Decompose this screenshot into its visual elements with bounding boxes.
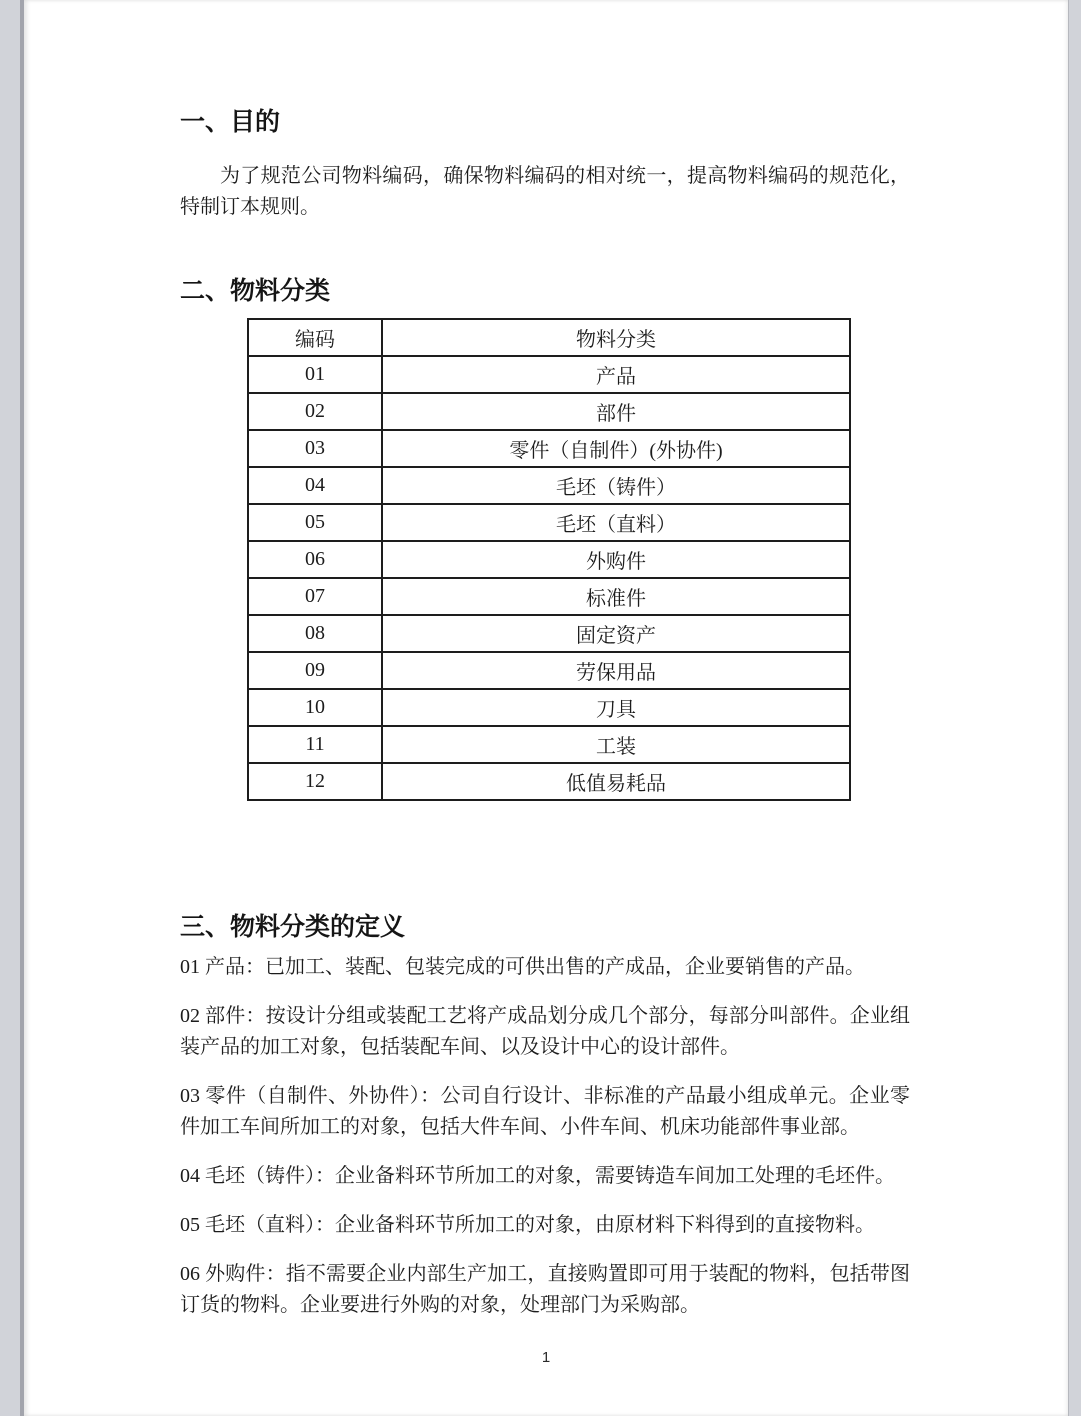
classification-table — [247, 318, 851, 801]
table-cell-name: 低值易耗品 — [382, 763, 850, 800]
definition-paragraph: 04 毛坯（铸件）：企业备料环节所加工的对象，需要铸造车间加工处理的毛坯件。 — [180, 1165, 895, 1187]
definition-paragraph: 01 产品：已加工、装配、包装完成的可供出售的产成品，企业要销售的产品。 — [180, 956, 865, 978]
table-cell-code: 04 — [248, 467, 382, 504]
table-row — [248, 689, 850, 726]
table-cell-name: 毛坯（铸件） — [382, 467, 850, 504]
table-row — [248, 393, 850, 430]
table-cell-name: 标准件 — [382, 578, 850, 615]
page-content — [180, 0, 910, 1321]
table-cell-code: 11 — [248, 726, 382, 763]
table-cell-code: 12 — [248, 763, 382, 800]
table-cell-code: 07 — [248, 578, 382, 615]
table-cell-code: 06 — [248, 541, 382, 578]
table-cell-code: 03 — [248, 430, 382, 467]
table-header-name: 物料分类 — [382, 319, 850, 356]
table-header-row — [248, 319, 850, 356]
definition-paragraph: 05 毛坯（直料）：企业备料环节所加工的对象，由原材料下料得到的直接物料。 — [180, 1214, 875, 1236]
table-row — [248, 467, 850, 504]
table-row — [248, 652, 850, 689]
table-cell-name: 产品 — [382, 356, 850, 393]
table-row — [248, 430, 850, 467]
table-cell-code: 08 — [248, 615, 382, 652]
table-row — [248, 356, 850, 393]
table-cell-name: 外购件 — [382, 541, 850, 578]
table-cell-name: 零件（自制件）(外协件) — [382, 430, 850, 467]
table-cell-code: 02 — [248, 393, 382, 430]
table-row — [248, 504, 850, 541]
section-heading-classification: 二、物料分类 — [180, 277, 331, 305]
document-page — [20, 0, 1069, 1416]
table-row — [248, 763, 850, 800]
table-cell-code: 05 — [248, 504, 382, 541]
definition-paragraph: 06 外购件：指不需要企业内部生产加工，直接购置即可用于装配的物料，包括带图订货的物料。企业要进行外购的对象，处理部门为采购部。 — [180, 1263, 910, 1316]
table-row — [248, 541, 850, 578]
definition-paragraph: 03 零件（自制件、外协件）：公司自行设计、非标准的产品最小组成单元。企业零件加工车间所加工的对象，包括大件车间、小件车间、机床功能部件事业部。 — [180, 1085, 910, 1138]
definitions-list — [180, 952, 910, 1321]
table-cell-code: 09 — [248, 652, 382, 689]
table-row — [248, 726, 850, 763]
table-cell-name: 固定资产 — [382, 615, 850, 652]
section-heading-purpose: 一、目的 — [180, 108, 281, 136]
definition-paragraph: 02 部件：按设计分组或装配工艺将产成品划分成几个部分，每部分叫部件。企业组装产品的加工对象，包括装配车间、以及设计中心的设计部件。 — [180, 1005, 910, 1058]
table-row — [248, 615, 850, 652]
table-cell-code: 10 — [248, 689, 382, 726]
table-cell-name: 毛坯（直料） — [382, 504, 850, 541]
table-cell-name: 工装 — [382, 726, 850, 763]
table-cell-code: 01 — [248, 356, 382, 393]
page-number: 1 — [541, 1349, 551, 1366]
table-cell-name: 部件 — [382, 393, 850, 430]
purpose-paragraph: 为了规范公司物料编码，确保物料编码的相对统一，提高物料编码的规范化，特制订本规则。 — [180, 165, 910, 218]
section-heading-definitions: 三、物料分类的定义 — [180, 913, 406, 941]
table-header-code: 编码 — [248, 319, 382, 356]
table-row — [248, 578, 850, 615]
table-cell-name: 刀具 — [382, 689, 850, 726]
table-cell-name: 劳保用品 — [382, 652, 850, 689]
